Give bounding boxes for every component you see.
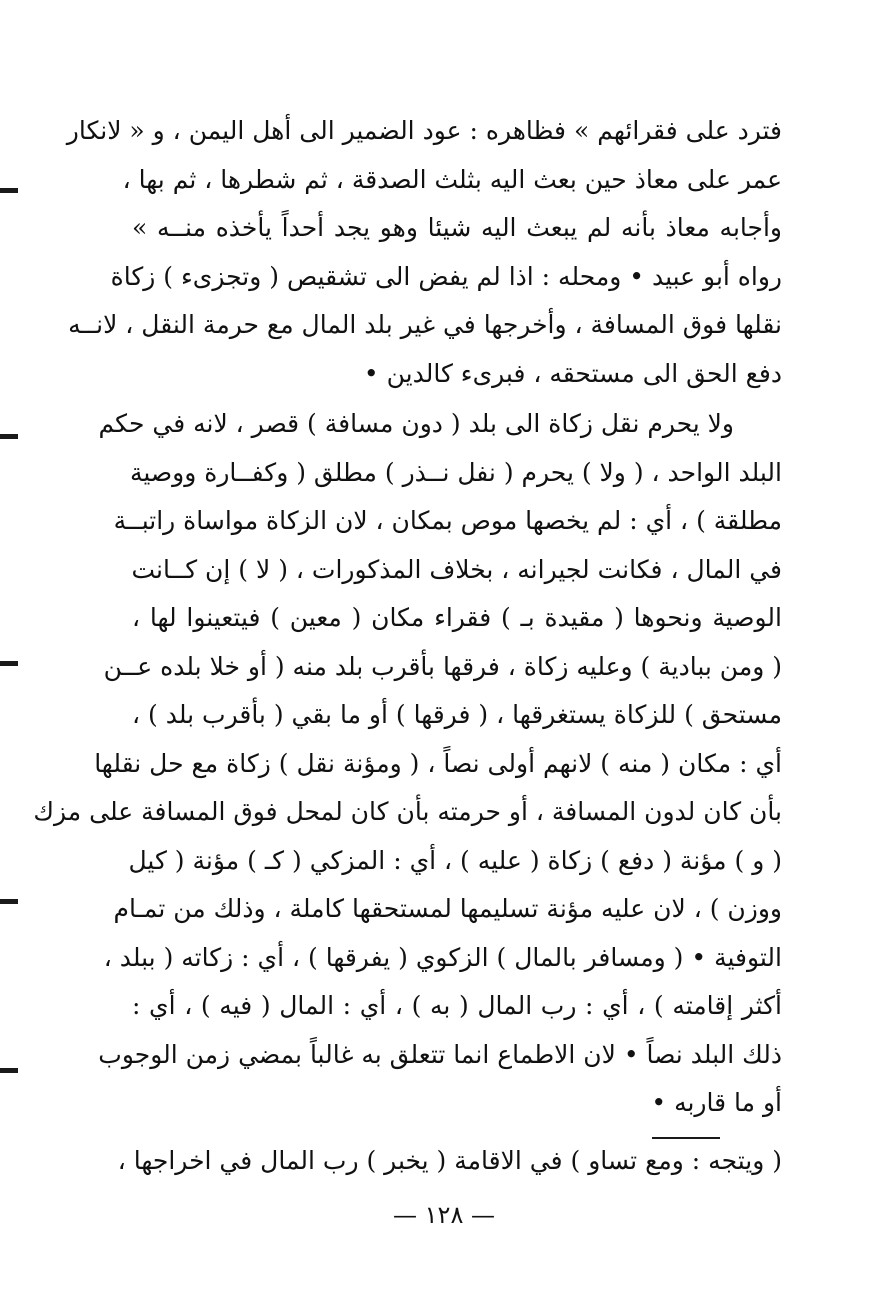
text-line: ( ويتجه : ومع تساو ) في الاقامة ( يخبر ) رب المال في اخراجها ، bbox=[117, 1146, 782, 1175]
text-line: أي : مكان ( منه ) لانهم أولى نصاً ، ( ومؤنة نقل ) زكاة مع حل نقلها bbox=[94, 748, 782, 778]
margin-mark bbox=[0, 188, 18, 193]
text-line: نقلها فوق المسافة ، وأخرجها في غير بلد المال مع حرمة النقل ، لانــه bbox=[68, 310, 782, 339]
text-line: الوصية ونحوها ( مقيدة بـ ) فقراء مكان ( معين ) فيتعينوا لها ، bbox=[132, 603, 782, 632]
text-line: رواه أبو عبيد • ومحله : اذا لم يفض الى تشقيص ( وتجزىء ) زكاة bbox=[110, 261, 782, 291]
text-line: ( ومن ببادية ) وعليه زكاة ، فرقها بأقرب بلد منه ( أو خلا بلده عــن bbox=[103, 651, 782, 681]
text-line: أكثر إقامته ) ، أي : رب المال ( به ) ، أي : المال ( فيه ) ، أي : bbox=[132, 991, 782, 1020]
margin-mark bbox=[0, 661, 18, 666]
text-line: في المال ، فكانت لجيرانه ، بخلاف المذكورات ، ( لا ) إن كــانت bbox=[131, 554, 782, 584]
text-line: البلد الواحد ، ( ولا ) يحرم ( نفل نــذر ) مطلق ( وكفــارة ووصية bbox=[129, 457, 782, 487]
text-line: ولا يحرم نقل زكاة الى بلد ( دون مسافة ) قصر ، لانه في حكم bbox=[98, 409, 734, 438]
text-line: وأجابه معاذ بأنه لم يبعث اليه شيئا وهو يجد أحداً يأخذه منــه » bbox=[132, 213, 782, 242]
text-line: مستحق ) للزكاة يستغرقها ، ( فرقها ) أو ما بقي ( بأقرب بلد ) ، bbox=[132, 700, 782, 729]
paragraph-1 bbox=[66, 107, 782, 398]
paragraph-3 bbox=[117, 1137, 782, 1186]
text-line: بأن كان لدون المسافة ، أو حرمته بأن كان لمحل فوق المسافة على مزك bbox=[33, 797, 782, 826]
text-line: دفع الحق الى مستحقه ، فبرىء كالدين • bbox=[363, 358, 782, 388]
text-line: التوفية • ( ومسافر بالمال ) الزكوي ( يفرقها ) ، أي : زكاته ( ببلد ، bbox=[103, 942, 782, 972]
page-number: — ١٢٨ — bbox=[393, 1201, 495, 1229]
margin-mark bbox=[0, 434, 18, 439]
text-line: عمر على معاذ حين بعث اليه بثلث الصدقة ، ثم شطرها ، ثم بها ، bbox=[122, 164, 782, 194]
text-line: فترد على فقرائهم » فظاهره : عود الضمير الى أهل اليمن ، و « لانكار bbox=[66, 116, 782, 145]
text-line: ووزن ) ، لان عليه مؤنة تسليمها لمستحقها كاملة ، وذلك من تمـام bbox=[113, 894, 782, 923]
margin-mark bbox=[0, 899, 18, 904]
text-line: ( و ) مؤنة ( دفع ) زكاة ( عليه ) ، أي : المزكي ( كـ ) مؤنة ( كيل bbox=[128, 845, 782, 875]
margin-mark bbox=[0, 1068, 18, 1073]
paragraph-2 bbox=[33, 400, 782, 1128]
text-line: أو ما قاربه • bbox=[651, 1088, 782, 1117]
text-line: ذلك البلد نصاً • لان الاطماع انما تتعلق به غالباً بمضي زمن الوجوب bbox=[98, 1039, 782, 1069]
text-line: مطلقة ) ، أي : لم يخصها موص بمكان ، لان الزكاة مواساة راتبــة bbox=[113, 506, 782, 535]
